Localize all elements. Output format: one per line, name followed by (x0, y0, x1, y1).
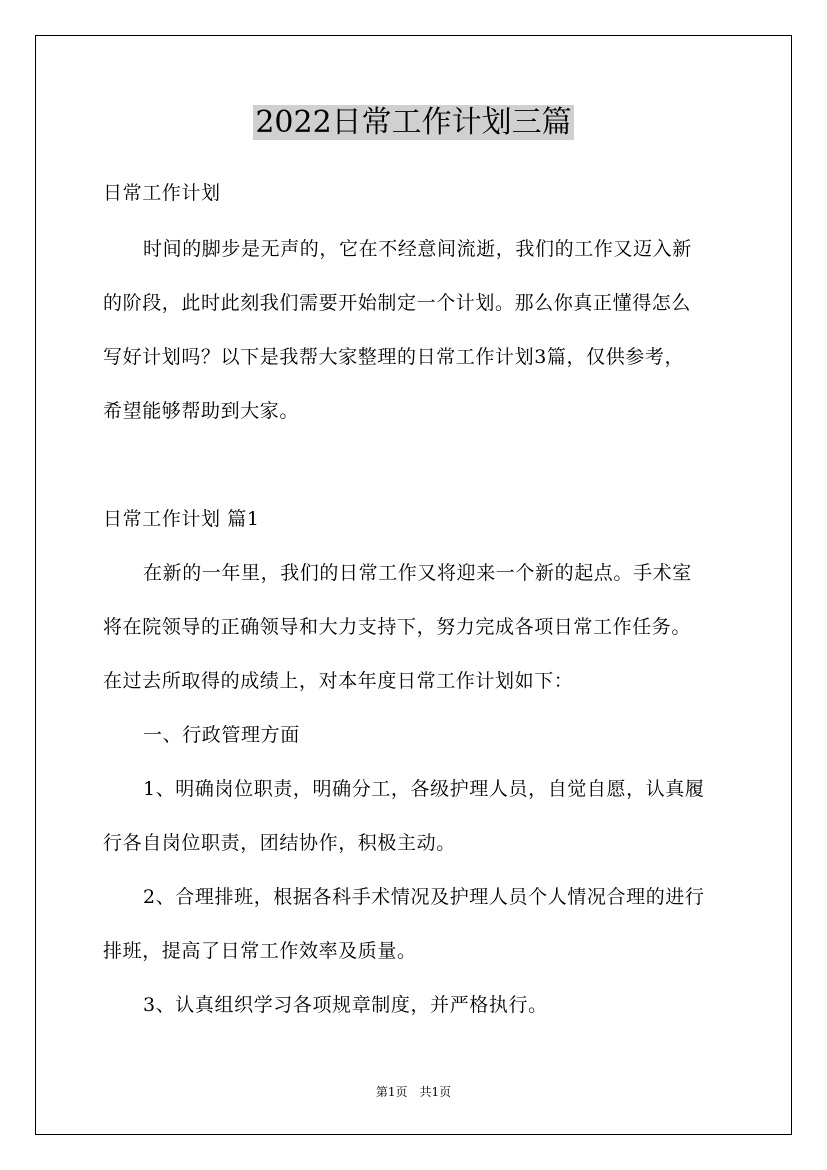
intro-line: 的阶段，此时此刻我们需要开始制定一个计划。那么你真正懂得怎么 (103, 292, 692, 314)
document-title-text: 2022日常工作计划三篇 (255, 105, 572, 140)
intro-line: 写好计划吗？以下是我帮大家整理的日常工作计划3篇，仅供参考， (103, 346, 685, 368)
item3-line: 3、认真组织学习各项规章制度，并严格执行。 (143, 994, 548, 1016)
intro-line: 时间的脚步是无声的，它在不经意间流逝，我们的工作又迈入新 (143, 238, 692, 260)
page-footer: 第1页 共1页 (375, 1085, 452, 1099)
item1-line: 1、明确岗位职责，明确分工，各级护理人员，自觉自愿，认真履 (143, 778, 705, 800)
article-line: 将在院领导的正确领导和大力支持下，努力完成各项日常工作任务。 (103, 616, 692, 638)
article-line: 在过去所取得的成绩上，对本年度日常工作计划如下： (103, 670, 574, 692)
item2-line: 排班，提高了日常工作效率及质量。 (103, 940, 417, 962)
item1-line: 行各自岗位职责，团结协作，积极主动。 (103, 832, 456, 854)
article-heading: 日常工作计划 篇1 (103, 508, 260, 530)
article-line: 在新的一年里，我们的日常工作又将迎来一个新的起点。手术室 (143, 562, 692, 584)
section-heading: 日常工作计划 (103, 182, 221, 204)
document-title (0, 100, 827, 146)
item2-line: 2、合理排班，根据各科手术情况及护理人员个人情况合理的进行 (143, 886, 705, 908)
intro-line: 希望能够帮助到大家。 (103, 400, 300, 422)
subheading: 一、行政管理方面 (143, 724, 300, 746)
